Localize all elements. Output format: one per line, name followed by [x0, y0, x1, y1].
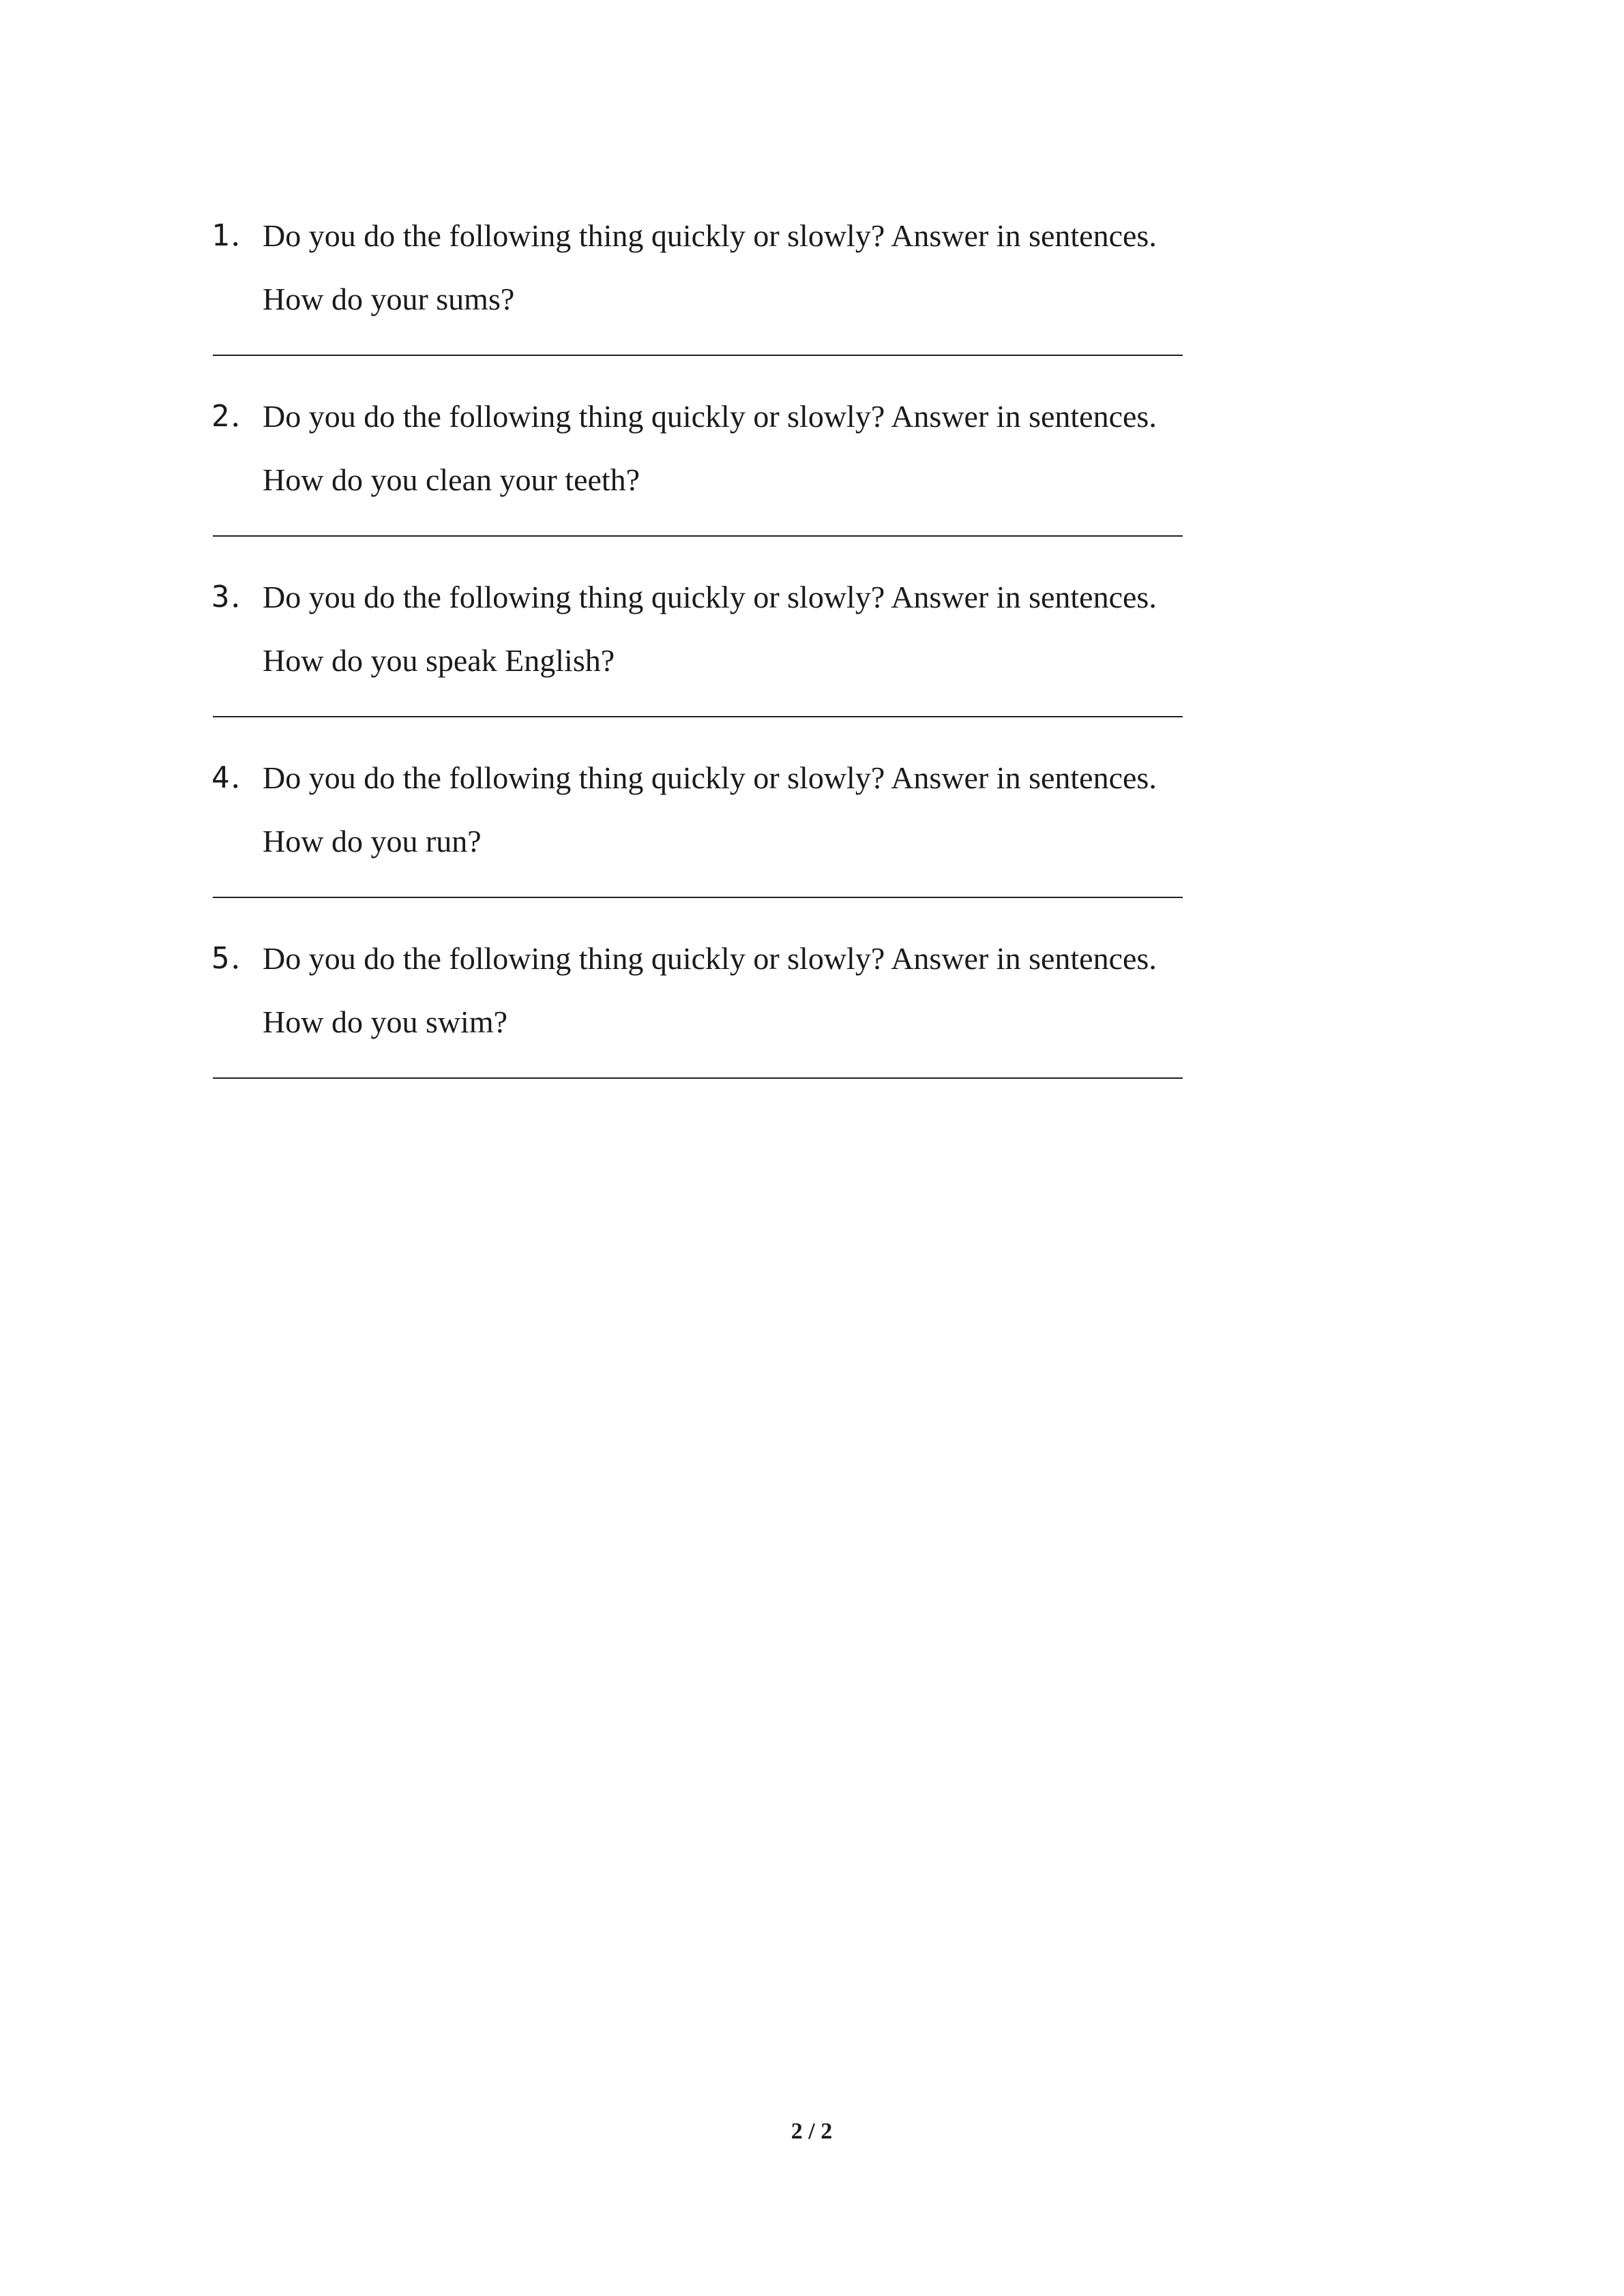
- question-prompt: Do you do the following thing quickly or slowly? Answer in sentences.: [263, 941, 1157, 976]
- question-prompt: Do you do the following thing quickly or slowly? Answer in sentences.: [263, 218, 1157, 253]
- question-number: 2．: [211, 399, 263, 434]
- question-subprompt: How do you run?: [263, 824, 482, 859]
- question-3: [211, 578, 1235, 756]
- question-subprompt: How do you speak English?: [263, 643, 615, 678]
- page-number: 2 / 2: [791, 2119, 833, 2144]
- question-prompt: Do you do the following thing quickly or slowly? Answer in sentences.: [263, 580, 1157, 614]
- question-5: [211, 940, 1235, 1117]
- answer-line[interactable]: [213, 535, 1183, 537]
- question-subprompt: How do your sums?: [263, 282, 515, 316]
- question-1: [211, 217, 1235, 394]
- question-prompt: Do you do the following thing quickly or slowly? Answer in sentences.: [263, 399, 1157, 434]
- question-number: 1．: [211, 218, 263, 253]
- question-subprompt: How do you swim?: [263, 1004, 508, 1039]
- question-4: [211, 759, 1235, 936]
- question-number: 4．: [211, 760, 263, 795]
- answer-line[interactable]: [213, 897, 1183, 898]
- question-subprompt: How do you clean your teeth?: [263, 462, 640, 497]
- answer-line[interactable]: [213, 355, 1183, 356]
- question-2: [211, 398, 1235, 575]
- answer-line[interactable]: [213, 716, 1183, 717]
- answer-line[interactable]: [213, 1077, 1183, 1079]
- question-number: 3．: [211, 580, 263, 614]
- question-number: 5．: [211, 941, 263, 976]
- question-prompt: Do you do the following thing quickly or slowly? Answer in sentences.: [263, 760, 1157, 795]
